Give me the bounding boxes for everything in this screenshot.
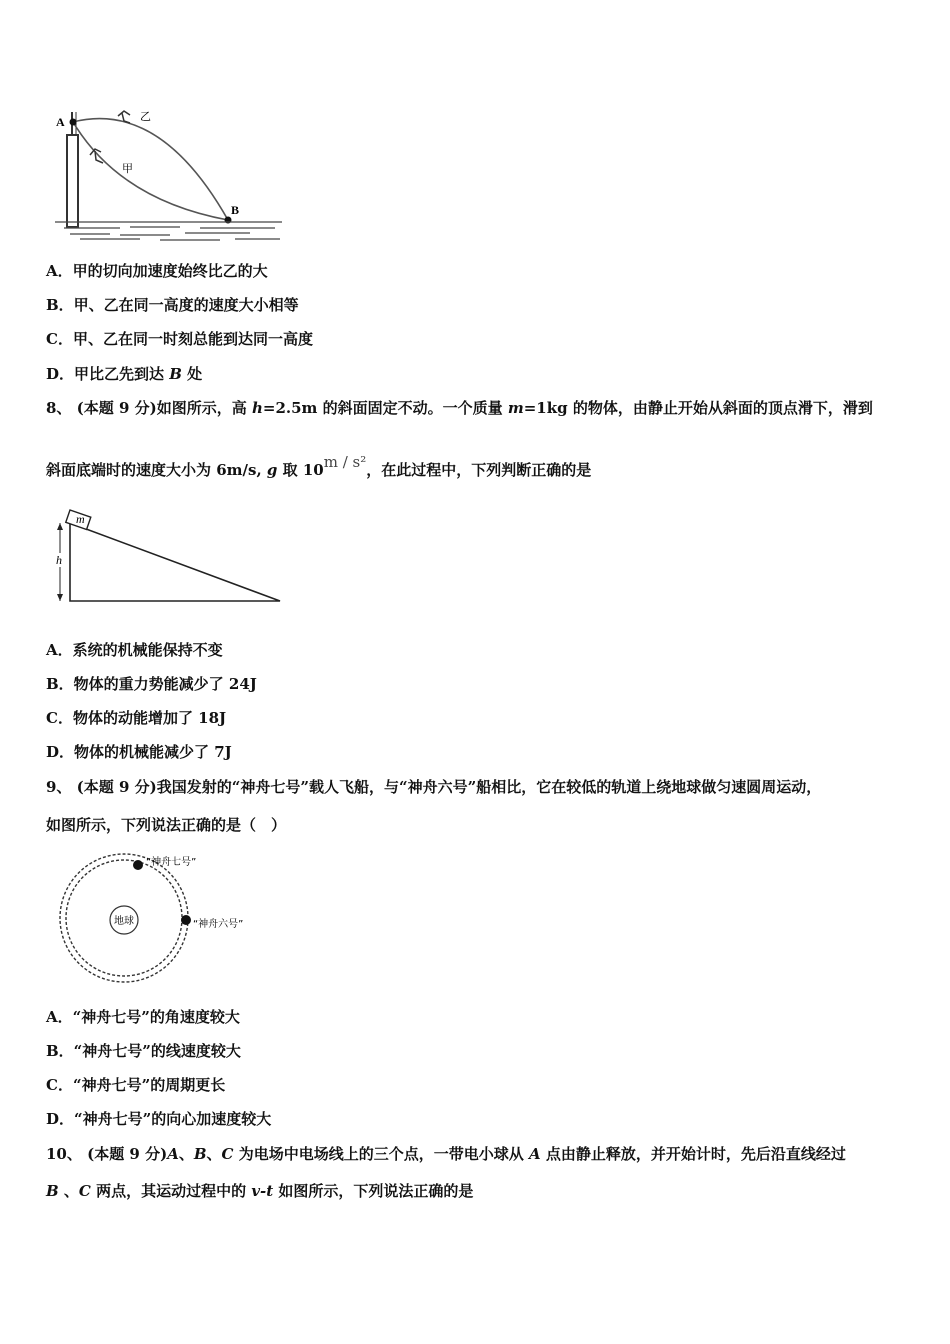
q8-option-b: B．物体的重力势能减少了 24J [46, 675, 257, 693]
label-b: B [231, 203, 240, 217]
shenzhou6-dot [181, 915, 191, 925]
path-yi [73, 119, 228, 220]
label-jia: 甲 [122, 162, 133, 175]
q9-stem-line1: 9、 (本题 9 分)我国发射的“神舟七号”载人飞船，与“神舟六号”船相比，它在较低的轨道上绕地球做匀速圆周运动， [46, 778, 822, 796]
q8-stem-line1: 8、 (本题 9 分)如图所示，高 h=2.5m 的斜面固定不动。一个质量 m=1kg 的物体，由静止开始从斜面的顶点滑下，滑到 [46, 399, 873, 417]
shenzhou6-label: “神舟六号” [193, 919, 244, 930]
q8-option-d: D．物体的机械能减少了 7J [46, 743, 232, 761]
q7-option-c: C．甲、乙在同一时刻总能到达同一高度 [46, 330, 313, 348]
q9-option-c: C．“神舟七号”的周期更长 [46, 1076, 226, 1094]
q9-option-b: B．“神舟七号”的线速度较大 [46, 1042, 241, 1060]
earth-label: 地球 [114, 916, 134, 927]
q8-option-a: A．系统的机械能保持不变 [46, 641, 223, 659]
label-h: h [56, 553, 62, 567]
q8-option-c: C．物体的动能增加了 18J [46, 709, 227, 727]
q9-stem-line2: 如图所示，下列说法正确的是（ ） [46, 816, 287, 834]
water-surface [55, 222, 282, 240]
shenzhou7-dot [133, 860, 143, 870]
pole [67, 135, 78, 227]
q8-figure [48, 505, 288, 605]
q8-stem-line2: 斜面底端时的速度大小为 6m/s, g 取 10m / s²，在此过程中，下列判断正确的是 [46, 453, 592, 479]
q10-stem-line1: 10、 (本题 9 分)A、B、C 为电场中电场线上的三个点，一带电小球从 A 点由静止释放，并开始计时，先后沿直线经过 [46, 1145, 846, 1163]
q9-option-d: D．“神舟七号”的向心加速度较大 [46, 1110, 272, 1128]
q7-option-d: D．甲比乙先到达 B 处 [46, 365, 203, 383]
q7-option-b: B．甲、乙在同一高度的速度大小相等 [46, 296, 299, 314]
label-a: A [56, 115, 65, 129]
q9-figure [55, 848, 265, 988]
q7-figure [50, 100, 290, 245]
label-yi: 乙 [140, 110, 151, 123]
shenzhou7-label: “神舟七号” [146, 857, 197, 868]
unit-label: m / s² [323, 453, 367, 471]
label-m: m [76, 512, 85, 526]
point-a [70, 119, 77, 126]
path-jia [73, 122, 228, 220]
incline [70, 523, 280, 601]
q7-option-a: A．甲的切向加速度始终比乙的大 [46, 262, 268, 280]
q10-stem-line2: B 、C 两点，其运动过程中的 v-t 如图所示，下列说法正确的是 [46, 1182, 474, 1200]
q9-option-a: A．“神舟七号”的角速度较大 [46, 1008, 240, 1026]
